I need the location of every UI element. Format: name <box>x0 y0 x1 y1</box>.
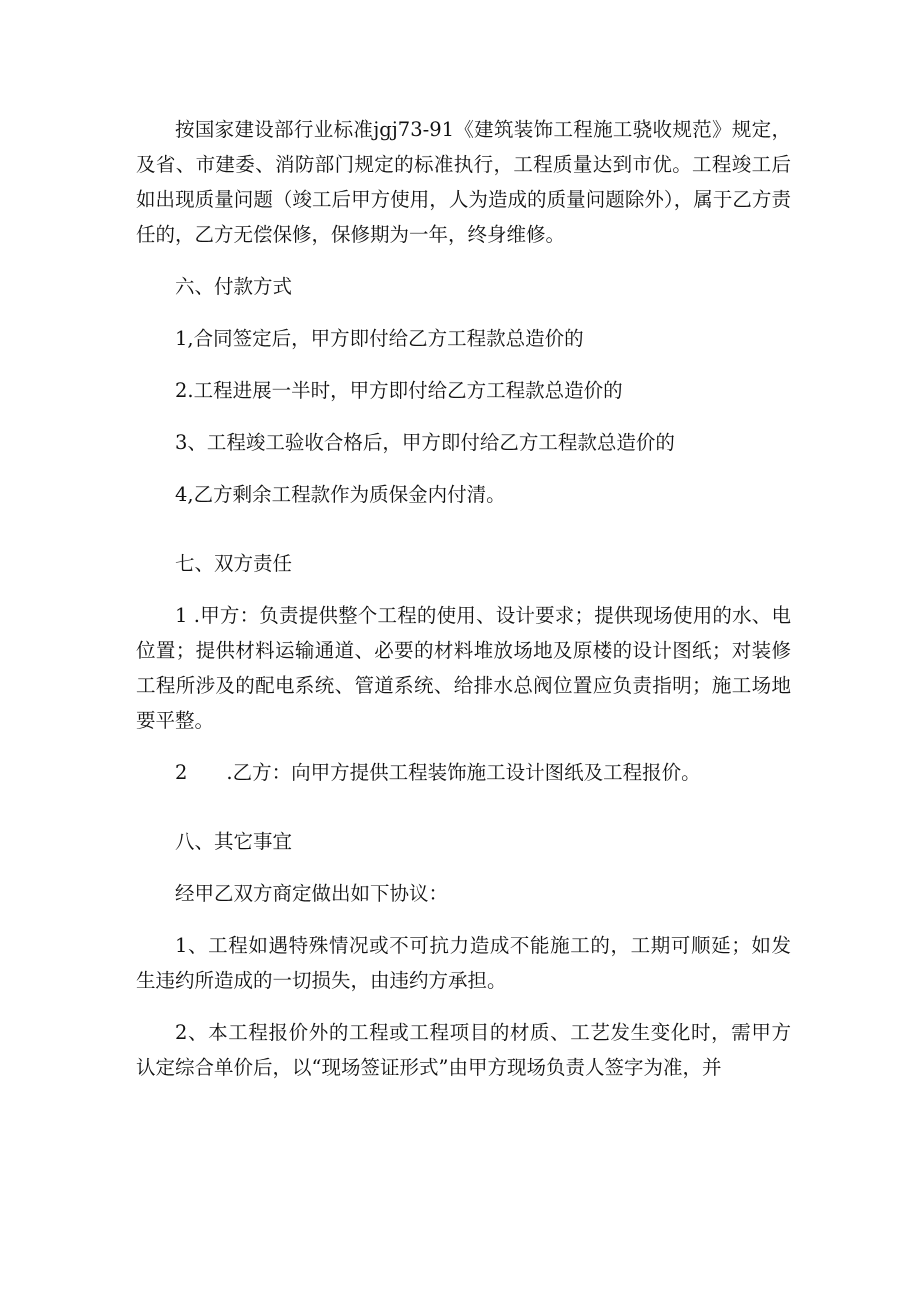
agreement-item-1: 1、工程如遇特殊情况或不可抗力造成不能施工的，工期可顺延；如发生违约所造成的一切损失，由违约方承担。 <box>136 934 791 992</box>
paragraph-quality-standard: 按国家建设部行业标准jgj73-91《建筑装饰工程施工骁收规范》规定，及省、市建委、消防部门规定的标准执行，工程质量达到市优。工程竣工后如出现质量问题（竣工后甲方使用，人为造成的质量问题除外），属于乙方责任的，乙方无偿保修，保修期为一年，终身维修。 <box>136 118 791 246</box>
section-heading-responsibilities: 七、双方责任 <box>175 552 293 575</box>
section-heading-other-matters: 八、其它事宜 <box>175 830 293 853</box>
responsibility-party-b: 2 .乙方：向甲方提供工程装饰施工设计图纸及工程报价。 <box>175 761 701 784</box>
agreement-item-2: 2、本工程报价外的工程或工程项目的材质、工艺发生变化时，需甲方认定综合单价后，以“现场签证形式”由甲方现场负责人签字为准，并 <box>136 1021 791 1079</box>
payment-item-1: 1,合同签定后，甲方即付给乙方工程款总造价的 <box>175 327 584 350</box>
section-heading-payment: 六、付款方式 <box>175 275 293 298</box>
payment-item-4: 4,乙方剩余工程款作为质保金内付清。 <box>175 483 506 506</box>
agreement-intro: 经甲乙双方商定做出如下协议： <box>175 882 449 905</box>
payment-item-3: 3、工程竣工验收合格后，甲方即付给乙方工程款总造价的 <box>175 431 675 454</box>
responsibility-party-a: 1 .甲方：负责提供整个工程的使用、设计要求；提供现场使用的水、电位置；提供材料运输通道、必要的材料堆放场地及原楼的设计图纸；对装修工程所涉及的配电系统、管道系统、给排水总阀位置应负责指明；施工场地要平整。 <box>136 604 791 732</box>
payment-item-2: 2.工程进展一半时，甲方即付给乙方工程款总造价的 <box>175 379 623 402</box>
document-body <box>136 112 791 1102</box>
